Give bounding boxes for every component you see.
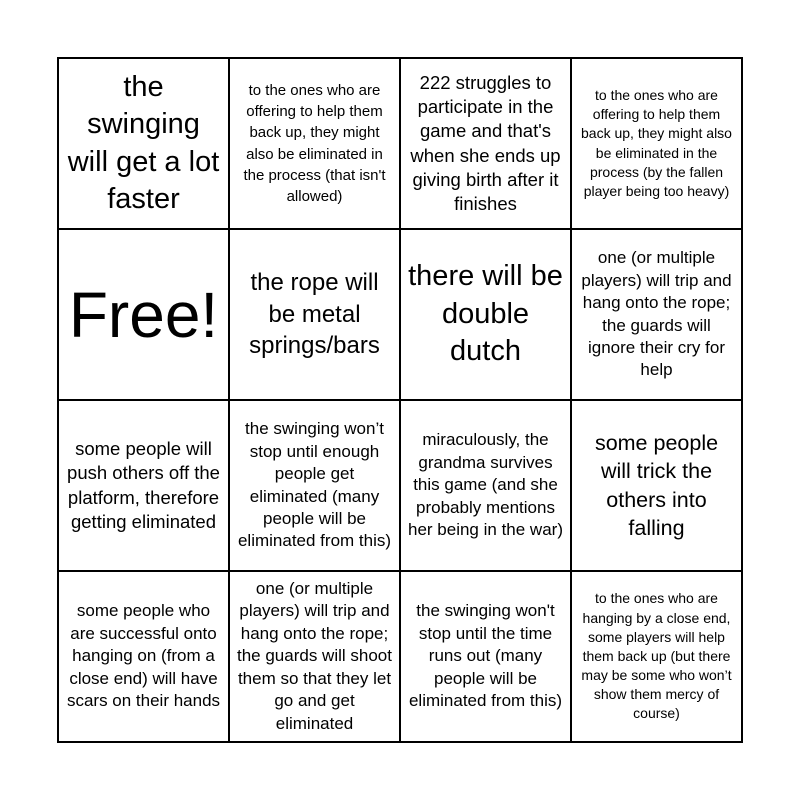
- bingo-cell-text: the swinging won't stop until the time runs out (many people will be eliminated from this): [408, 601, 563, 711]
- bingo-cell-r1c3[interactable]: [400, 58, 571, 229]
- bingo-cell-r4c2[interactable]: [229, 571, 400, 742]
- bingo-cell-text: some people will trick the others into falling: [594, 430, 719, 540]
- bingo-cell-text: the rope will be metal springs/bars: [249, 269, 380, 360]
- bingo-cell-r2c3[interactable]: [400, 229, 571, 400]
- bingo-cell-text: there will be double dutch: [408, 260, 563, 368]
- bingo-cell-text: the swinging won’t stop until enough people get eliminated (many people will be eliminated from this): [237, 419, 392, 551]
- bingo-cell-r4c1[interactable]: [58, 571, 229, 742]
- bingo-cell-text: some people will push others off the platform, therefore getting eliminated: [67, 438, 220, 532]
- bingo-cell-r4c4[interactable]: [571, 571, 742, 742]
- bingo-cell-r4c3[interactable]: [400, 571, 571, 742]
- bingo-cell-text: the swinging will get a lot faster: [67, 70, 220, 215]
- bingo-cell-text: to the ones who are hanging by a close end, some players will help them back up (but there may be some who won’t show them mercy of course): [581, 590, 732, 722]
- bingo-cell-r3c2[interactable]: [229, 400, 400, 571]
- bingo-cell-r3c3[interactable]: [400, 400, 571, 571]
- bingo-cell-text: 222 struggles to participate in the game and that's when she ends up giving birth after it finishes: [410, 71, 561, 214]
- bingo-cell-r3c4[interactable]: [571, 400, 742, 571]
- bingo-cell-text: miraculously, the grandma survives this game (and she probably mentions her being in the war): [408, 430, 563, 540]
- bingo-cell-r2c4[interactable]: [571, 229, 742, 400]
- bingo-cell-text: one (or multiple players) will trip and hang onto the rope; the guards will ignore their cry for help: [581, 248, 732, 380]
- bingo-cell-r3c1[interactable]: [58, 400, 229, 571]
- bingo-cell-text: some people who are successful onto hanging on (from a close end) will have scars on their hands: [66, 601, 221, 711]
- bingo-cell-r1c4[interactable]: [571, 58, 742, 229]
- bingo-cell-text: to the ones who are offering to help them back up, they might also be eliminated in the process (that isn't allowed): [243, 81, 386, 206]
- bingo-cell-r1c1[interactable]: [58, 58, 229, 229]
- bingo-cell-free[interactable]: [58, 229, 229, 400]
- bingo-cell-text: to the ones who are offering to help them back up, they might also be eliminated in the process (by the fallen player being too heavy): [581, 86, 732, 199]
- bingo-cell-text: one (or multiple players) will trip and hang onto the rope; the guards will shoot them so that they let go and get eliminated: [237, 578, 392, 733]
- free-space-label: Free!: [68, 278, 219, 351]
- bingo-cell-r2c2[interactable]: [229, 229, 400, 400]
- bingo-board: [57, 57, 743, 743]
- bingo-cell-r1c2[interactable]: [229, 58, 400, 229]
